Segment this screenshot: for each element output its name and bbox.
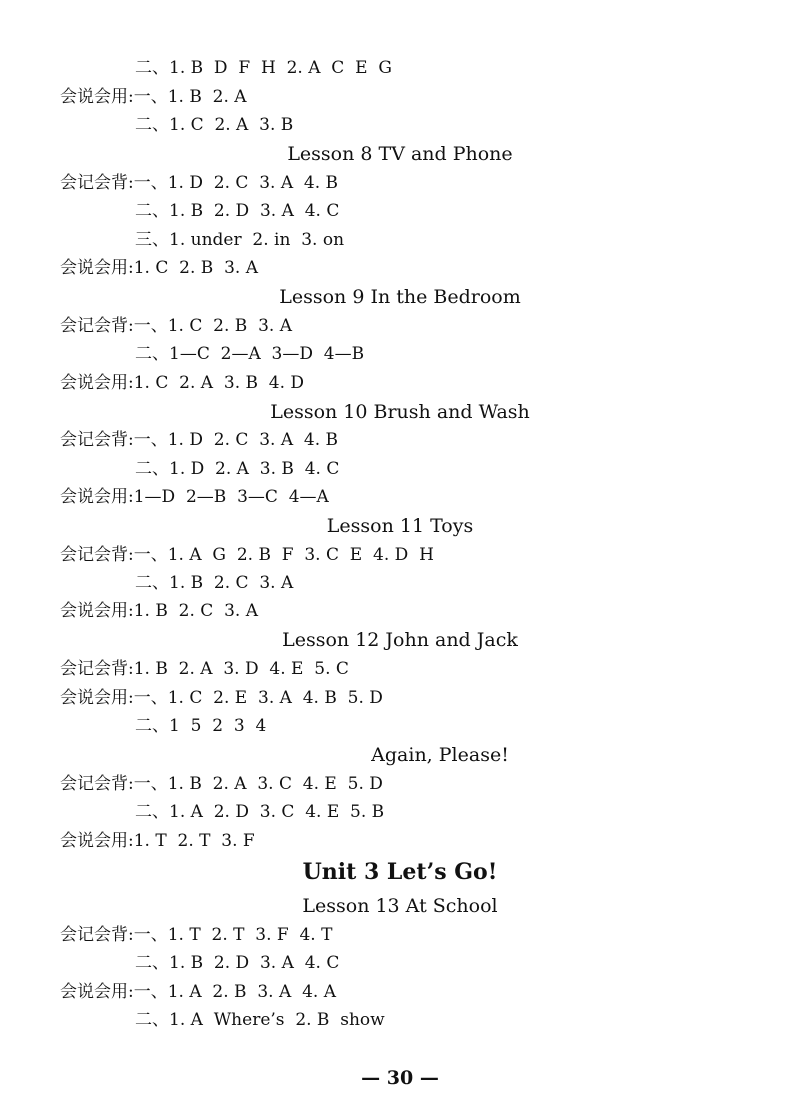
page-number: — 30 —: [361, 1067, 439, 1089]
answer-line: 三、1. under 2. in 3. on: [135, 230, 345, 250]
answer-line: 二、1 5 2 3 4: [135, 716, 267, 736]
answer-line: 会记会背:1. B 2. A 3. D 4. E 5. C: [60, 659, 349, 679]
answer-line: 会说会用:1. T 2. T 3. F: [60, 831, 255, 851]
lesson-heading: Lesson 11 Toys: [326, 515, 474, 537]
answer-line: 会说会用:1. C 2. A 3. B 4. D: [60, 373, 305, 393]
lesson-heading: Lesson 10 Brush and Wash: [270, 401, 530, 423]
answer-line: 二、1. B 2. C 3. A: [135, 573, 294, 593]
answer-line: 会说会用:1. C 2. B 3. A: [60, 258, 258, 278]
lesson-heading: Lesson 9 In the Bedroom: [279, 286, 521, 308]
section-heading: Again, Please!: [371, 744, 509, 766]
lesson-heading: Lesson 8 TV and Phone: [287, 143, 513, 165]
answer-line: 二、1. B 2. D 3. A 4. C: [135, 953, 340, 973]
answer-line: 二、1. D 2. A 3. B 4. C: [135, 459, 340, 479]
answer-line: 会记会背:一、1. C 2. B 3. A: [60, 316, 292, 336]
answer-line: 会记会背:一、1. D 2. C 3. A 4. B: [60, 430, 339, 450]
answer-line: 会说会用:一、1. A 2. B 3. A 4. A: [60, 982, 336, 1002]
answer-line: 二、1. A 2. D 3. C 4. E 5. B: [135, 802, 385, 822]
answer-line: 会说会用:一、1. C 2. E 3. A 4. B 5. D: [60, 688, 383, 708]
answer-line: 会说会用:一、1. B 2. A: [60, 87, 247, 107]
answer-line: 二、1—C 2—A 3—D 4—B: [135, 344, 365, 364]
lesson-heading: Lesson 13 At School: [302, 895, 498, 917]
answer-line: 会说会用:1—D 2—B 3—C 4—A: [60, 487, 329, 507]
answer-line: 二、1. C 2. A 3. B: [135, 115, 294, 135]
answer-line: 会说会用:1. B 2. C 3. A: [60, 601, 258, 621]
answer-line: 二、1. B D F H 2. A C E G: [135, 58, 392, 78]
answer-line: 会记会背:一、1. D 2. C 3. A 4. B: [60, 173, 339, 193]
lesson-heading: Lesson 12 John and Jack: [282, 629, 518, 651]
answer-line: 会记会背:一、1. T 2. T 3. F 4. T: [60, 925, 333, 945]
answer-line: 二、1. B 2. D 3. A 4. C: [135, 201, 340, 221]
answer-line: 会记会背:一、1. B 2. A 3. C 4. E 5. D: [60, 774, 383, 794]
answer-line: 二、1. A Where’s 2. B show: [135, 1010, 385, 1030]
answer-line: 会记会背:一、1. A G 2. B F 3. C E 4. D H: [60, 545, 434, 565]
unit-heading: Unit 3 Let’s Go!: [302, 859, 498, 885]
